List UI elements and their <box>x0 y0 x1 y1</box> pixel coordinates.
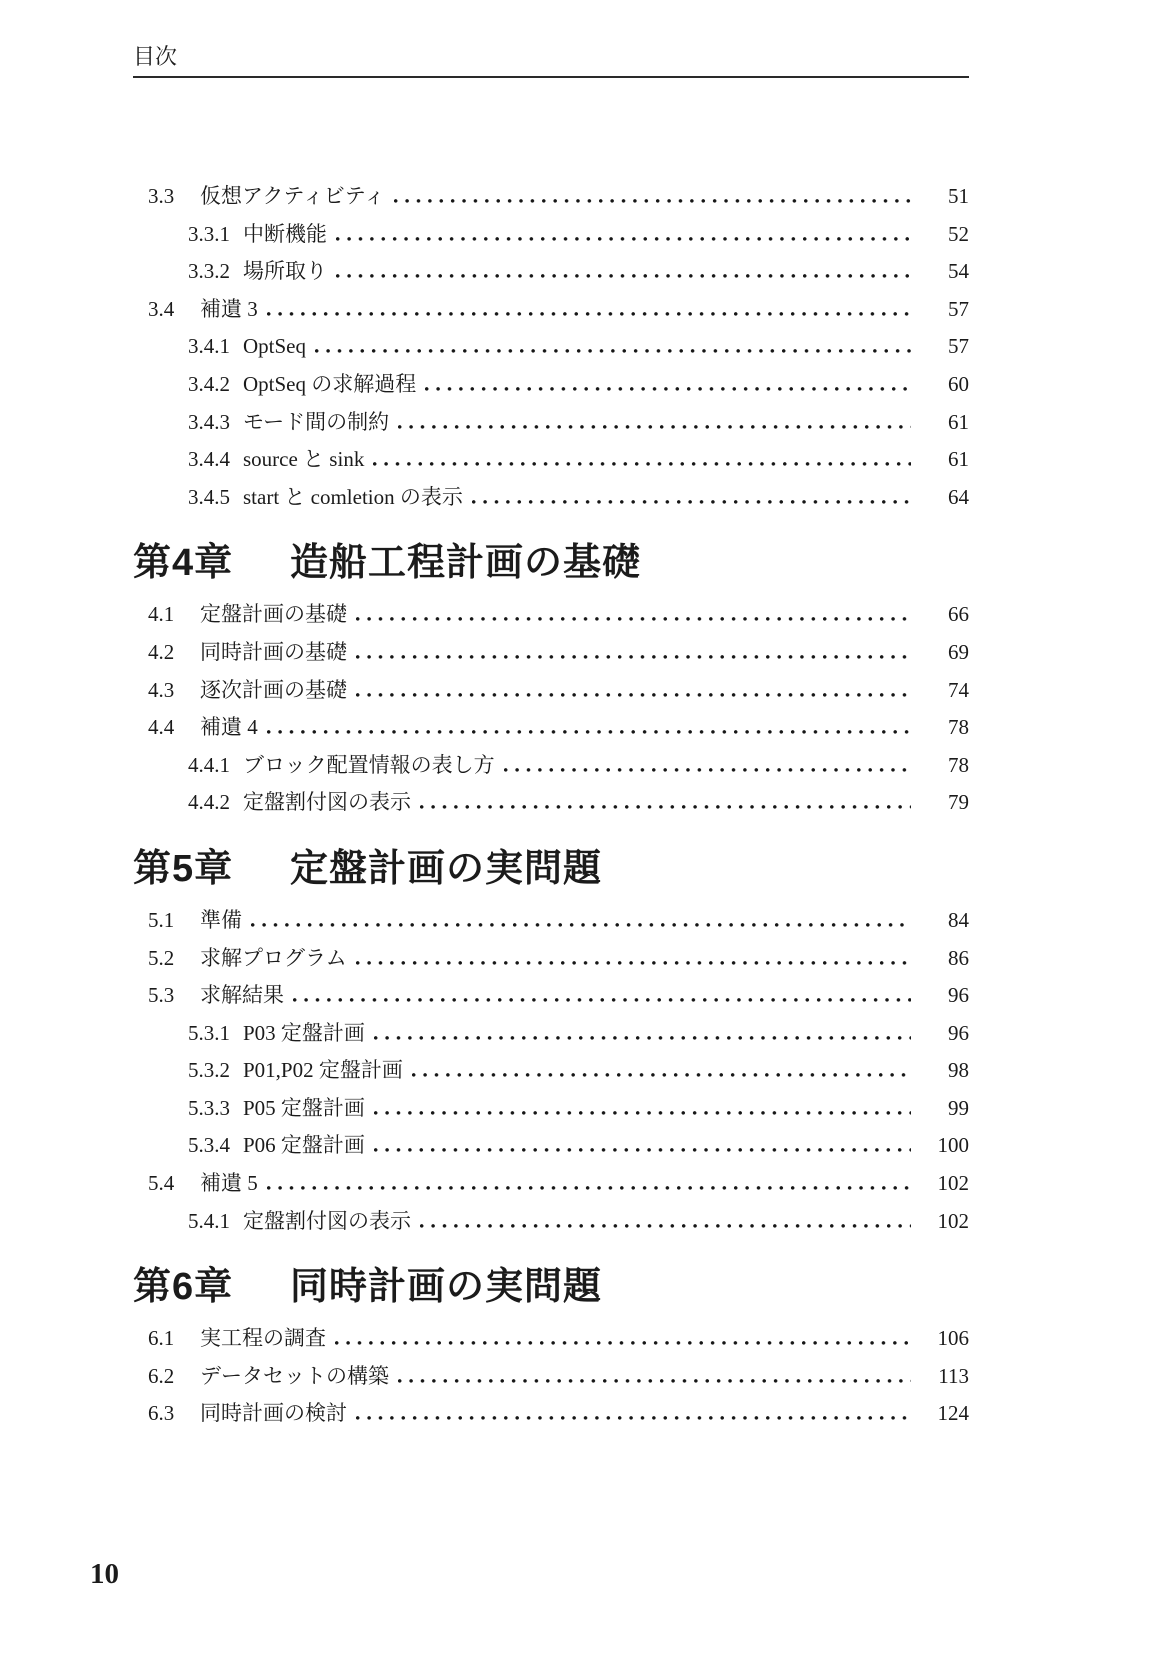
chapter-number: 第5章 <box>133 847 234 890</box>
entry-title: 逐次計画の基礎 <box>200 677 347 702</box>
entry-page-number: 86 <box>948 945 969 970</box>
dot-leader <box>315 349 911 353</box>
entry-title: 同時計画の基礎 <box>200 639 347 664</box>
dot-leader <box>374 1036 911 1040</box>
entry-title: 定盤割付図の表示 <box>243 790 411 815</box>
dot-leader <box>336 274 911 278</box>
toc-entry[interactable] <box>133 1015 969 1053</box>
entry-title: P03 定盤計画 <box>243 1020 365 1045</box>
entry-title: 同時計画の検討 <box>200 1401 347 1426</box>
entry-number: 5.1 <box>148 907 175 932</box>
entry-title: 補遺 4 <box>200 715 258 740</box>
entry-number: 4.4.2 <box>188 790 230 815</box>
entry-page-number: 102 <box>937 1208 969 1233</box>
toc-entry[interactable] <box>133 328 969 366</box>
chapter-title: 定盤計画の実問題 <box>290 847 603 890</box>
chapter-number: 第6章 <box>133 1266 234 1309</box>
toc-entry[interactable] <box>133 253 969 291</box>
entry-number: 3.3.1 <box>188 221 230 246</box>
entry-title: データセットの構築 <box>200 1363 389 1388</box>
toc-entry[interactable] <box>133 366 969 404</box>
entry-number: 3.4 <box>148 296 175 321</box>
toc-entry[interactable] <box>133 747 969 785</box>
entry-number: 3.3.2 <box>188 259 230 284</box>
table-of-contents <box>133 178 969 1433</box>
entry-number: 5.4.1 <box>188 1208 230 1233</box>
entry-page-number: 99 <box>948 1095 969 1120</box>
entry-title: 定盤計画の基礎 <box>200 602 347 627</box>
entry-number: 4.4.1 <box>188 752 230 777</box>
toc-entry[interactable] <box>133 178 969 216</box>
entry-number: 3.4.1 <box>188 334 230 359</box>
entry-page-number: 113 <box>938 1363 969 1388</box>
entry-page-number: 57 <box>948 334 969 359</box>
entry-title: P05 定盤計画 <box>243 1095 365 1120</box>
entry-title: ブロック配置情報の表し方 <box>243 752 495 777</box>
entry-number: 5.3.2 <box>188 1058 230 1083</box>
entry-title: OptSeq の求解過程 <box>243 371 417 396</box>
entry-title: 中断機能 <box>243 221 327 246</box>
entry-number: 5.3 <box>148 983 175 1008</box>
toc-entry[interactable] <box>133 216 969 254</box>
entry-page-number: 100 <box>937 1133 969 1158</box>
dot-leader <box>420 805 911 809</box>
entry-page-number: 64 <box>948 484 969 509</box>
toc-entry[interactable] <box>133 596 969 634</box>
entry-page-number: 57 <box>948 296 969 321</box>
entry-number: 4.4 <box>148 715 175 740</box>
entry-title: 準備 <box>200 907 242 932</box>
toc-entry[interactable] <box>133 1127 969 1165</box>
entry-page-number: 84 <box>948 907 969 932</box>
entry-number: 5.4 <box>148 1171 175 1196</box>
entry-page-number: 78 <box>948 715 969 740</box>
toc-entry[interactable] <box>133 1052 969 1090</box>
entry-number: 3.4.3 <box>188 409 230 434</box>
dot-leader <box>356 1416 911 1420</box>
dot-leader <box>293 998 911 1002</box>
dot-leader <box>267 730 911 734</box>
dot-leader <box>425 387 911 391</box>
entry-page-number: 98 <box>948 1058 969 1083</box>
dot-leader <box>420 1224 911 1228</box>
entry-title: モード間の制約 <box>243 409 390 434</box>
dot-leader <box>472 500 911 504</box>
entry-page-number: 52 <box>948 221 969 246</box>
entry-number: 3.3 <box>148 184 175 208</box>
entry-number: 4.3 <box>148 677 175 702</box>
toc-entry[interactable] <box>133 1320 969 1358</box>
entry-number: 3.4.2 <box>188 371 230 396</box>
entry-title: 補遺 5 <box>200 1171 258 1196</box>
toc-entry[interactable] <box>133 291 969 329</box>
entry-number: 6.1 <box>148 1326 175 1351</box>
dot-leader <box>504 768 911 772</box>
entry-title: 求解結果 <box>200 983 284 1008</box>
dot-leader <box>373 462 911 466</box>
entry-title: 仮想アクティビティ <box>200 184 386 208</box>
entry-title: OptSeq <box>243 334 306 359</box>
entry-title: 場所取り <box>243 259 327 284</box>
entry-number: 4.1 <box>148 602 175 627</box>
toc-entry[interactable] <box>133 634 969 672</box>
entry-page-number: 106 <box>937 1326 969 1351</box>
chapter-heading[interactable] <box>133 842 969 896</box>
toc-entry[interactable] <box>133 709 969 747</box>
toc-entry[interactable] <box>133 1165 969 1203</box>
toc-entry[interactable] <box>133 977 969 1015</box>
toc-entry[interactable] <box>133 672 969 710</box>
entry-page-number: 96 <box>948 983 969 1008</box>
chapter-title: 同時計画の実問題 <box>290 1266 603 1309</box>
entry-title: start と comletion の表示 <box>243 484 463 509</box>
entry-number: 5.3.3 <box>188 1095 230 1120</box>
entry-number: 3.4.5 <box>188 484 230 509</box>
dot-leader <box>356 693 911 697</box>
entry-number: 5.3.4 <box>188 1133 230 1158</box>
dot-leader <box>374 1111 911 1115</box>
dot-leader <box>335 1341 911 1345</box>
chapter-heading[interactable] <box>133 1260 969 1314</box>
running-head <box>133 44 969 78</box>
toc-entry[interactable] <box>133 940 969 978</box>
entry-page-number: 61 <box>948 409 969 434</box>
toc-entry[interactable] <box>133 441 969 479</box>
toc-entry[interactable] <box>133 784 969 822</box>
chapter-heading[interactable] <box>133 536 969 590</box>
entry-page-number: 61 <box>948 447 969 472</box>
entry-number: 4.2 <box>148 639 175 664</box>
page-number: 10 <box>90 1558 119 1590</box>
entry-number: 3.4.4 <box>188 447 230 472</box>
entry-page-number: 54 <box>948 259 969 284</box>
entry-page-number: 66 <box>948 602 969 627</box>
entry-number: 6.2 <box>148 1363 175 1388</box>
entry-page-number: 78 <box>948 752 969 777</box>
toc-entry[interactable] <box>133 902 969 940</box>
dot-leader <box>374 1148 911 1152</box>
dot-leader <box>267 1186 911 1190</box>
entry-page-number: 74 <box>948 677 969 702</box>
toc-entry[interactable] <box>133 479 969 517</box>
dot-leader <box>356 655 911 659</box>
entry-title: P06 定盤計画 <box>243 1133 365 1158</box>
dot-leader <box>251 923 911 927</box>
entry-page-number: 69 <box>948 639 969 664</box>
entry-page-number: 51 <box>948 184 969 208</box>
dot-leader <box>267 312 911 316</box>
entry-title: P01,P02 定盤計画 <box>243 1058 403 1083</box>
entry-title: source と sink <box>243 447 365 472</box>
entry-number: 5.2 <box>148 945 175 970</box>
entry-title: 定盤割付図の表示 <box>243 1208 411 1233</box>
entry-page-number: 79 <box>948 790 969 815</box>
dot-leader <box>336 237 911 241</box>
entry-title: 補遺 3 <box>200 296 258 321</box>
toc-entry[interactable] <box>133 1395 969 1433</box>
chapter-number: 第4章 <box>133 542 234 585</box>
dot-leader <box>394 199 911 203</box>
entry-number: 6.3 <box>148 1401 175 1426</box>
running-head-title: 目次 <box>133 44 178 69</box>
chapter-title: 造船工程計画の基礎 <box>290 542 642 585</box>
dot-leader <box>398 1379 911 1383</box>
toc-entry[interactable] <box>133 1203 969 1241</box>
dot-leader <box>398 425 911 429</box>
entry-page-number: 60 <box>948 371 969 396</box>
entry-number: 5.3.1 <box>188 1020 230 1045</box>
entry-title: 実工程の調査 <box>200 1326 326 1351</box>
entry-page-number: 96 <box>948 1020 969 1045</box>
entry-page-number: 124 <box>937 1401 969 1426</box>
toc-entry[interactable] <box>133 404 969 442</box>
toc-entry[interactable] <box>133 1090 969 1128</box>
dot-leader <box>412 1073 911 1077</box>
entry-title: 求解プログラム <box>200 945 347 970</box>
dot-leader <box>356 617 911 621</box>
toc-entry[interactable] <box>133 1358 969 1396</box>
entry-page-number: 102 <box>937 1171 969 1196</box>
dot-leader <box>356 961 911 965</box>
